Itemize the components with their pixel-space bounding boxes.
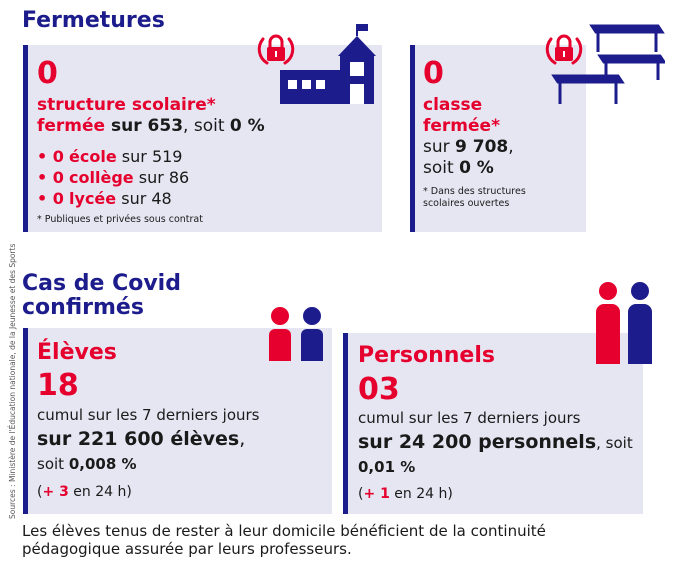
covid-title: Cas de Covid confirmés [22, 271, 181, 320]
staff-pair-icon [592, 280, 658, 366]
student-pair-icon [266, 305, 328, 365]
structures-sur: sur [105, 116, 148, 136]
structures-label-line1: structure scolaire* [37, 95, 216, 115]
list-item: • 0 école sur 519 [37, 147, 183, 166]
eleves-sur: sur 221 600 élèves, [37, 428, 246, 450]
structures-count: 0 [37, 56, 58, 91]
structures-card-rail [23, 45, 28, 232]
personnels-card-rail [343, 333, 348, 514]
personnels-delta: (+ 1 en 24 h) [358, 486, 453, 502]
structures-total: 653 [147, 116, 184, 136]
desk-icon [550, 18, 665, 108]
fermetures-title: Fermetures [22, 8, 165, 33]
classes-count: 0 [423, 56, 444, 91]
eleves-soit: soit 0,008 % [37, 455, 137, 473]
personnels-pct: 0,01 % [358, 458, 416, 476]
personnels-label: Personnels [358, 343, 495, 368]
classes-footnote: * Dans des structures scolaires ouvertes [423, 186, 526, 209]
structures-pct: 0 % [229, 116, 265, 136]
list-item: • 0 collège sur 86 [37, 168, 190, 187]
classes-card-rail [410, 45, 415, 232]
eleves-delta: (+ 3 en 24 h) [37, 484, 132, 500]
structures-footnote: * Publiques et privées sous contrat [37, 214, 203, 225]
structures-label-bold: fermée [37, 116, 106, 136]
eleves-label: Élèves [37, 340, 117, 365]
structures-soit: , soit [183, 116, 230, 136]
list-item: • 0 lycée sur 48 [37, 189, 172, 208]
personnels-count: 03 [358, 372, 400, 407]
eleves-card-rail [23, 328, 28, 514]
structures-breakdown-list [37, 146, 189, 209]
footer-note: Les élèves tenus de rester à leur domicile bénéficient de la continuité pédagogique assurée par leurs professeurs. [22, 522, 546, 558]
eleves-cumul: cumul sur les 7 derniers jours [37, 406, 260, 424]
eleves-count: 18 [37, 368, 79, 403]
personnels-cumul: cumul sur les 7 derniers jours [358, 409, 581, 427]
classes-label: classe fermée* sur 9 708, soit 0 % [423, 95, 514, 178]
personnels-sur: sur 24 200 personnels, soit [358, 431, 633, 453]
sources-note: Sources : Ministère de l'Éducation nationale, de la Jeunesse et des Sports [8, 243, 17, 519]
school-building-icon [280, 22, 388, 106]
